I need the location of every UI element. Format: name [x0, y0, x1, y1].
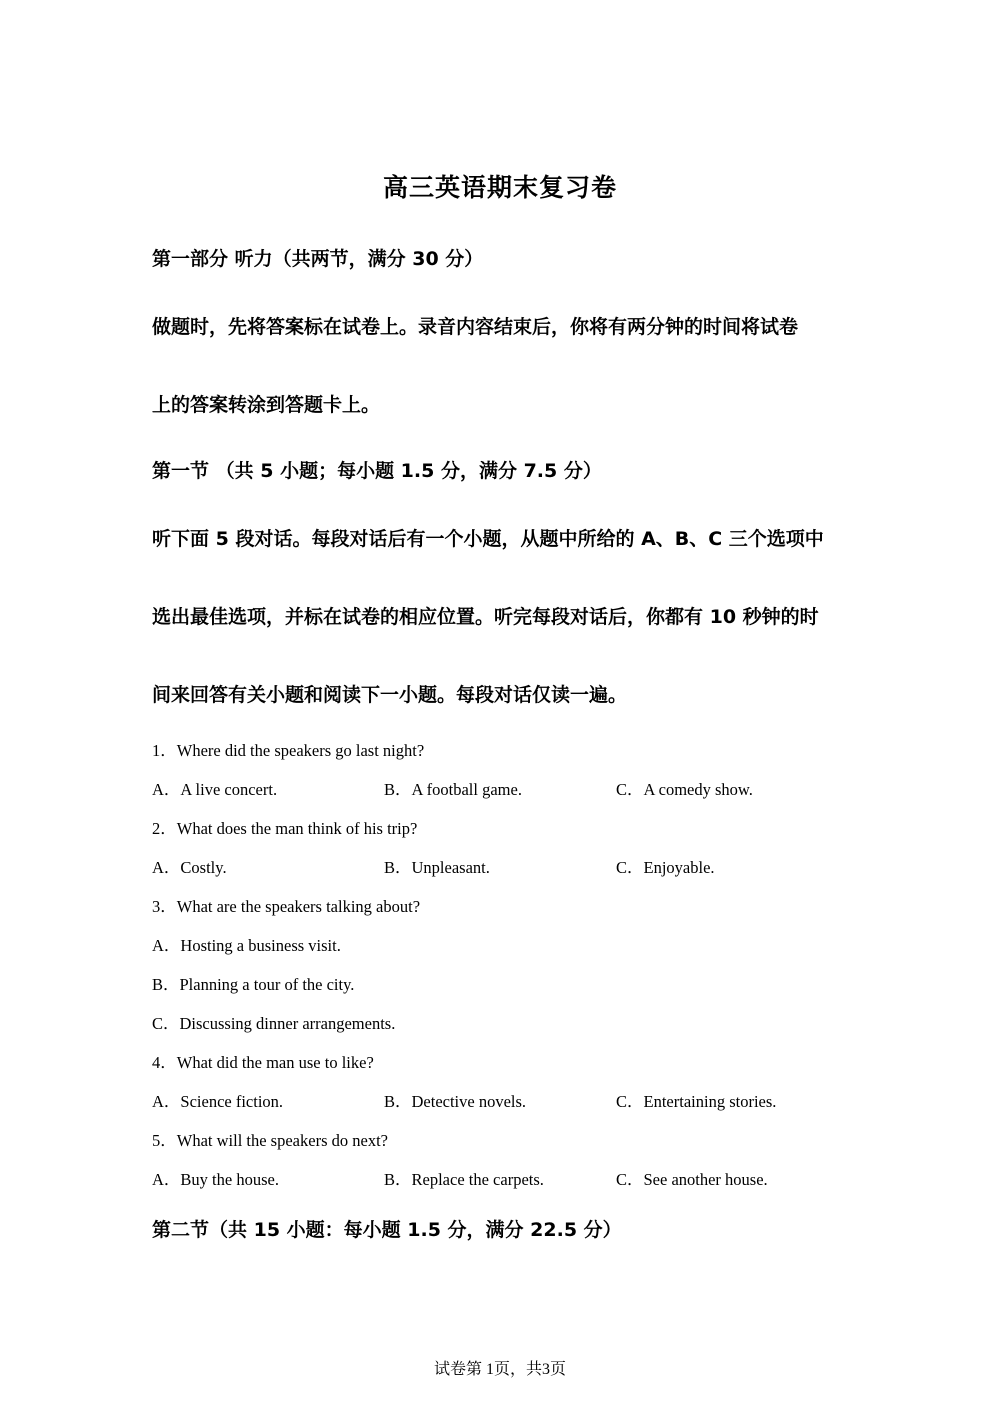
question-3-option-a: A．Hosting a business visit.: [152, 936, 341, 955]
question-5-option-a: A．Buy the house.: [152, 1170, 279, 1189]
question-5-stem: 5．What will the speakers do next?: [152, 1131, 388, 1150]
question-4-stem: 4．What did the man use to like?: [152, 1053, 374, 1072]
question-1-options: [152, 776, 872, 798]
exam-title: 高三英语期末复习卷: [382, 173, 617, 202]
question-2-stem: 2．What does the man think of his trip?: [152, 819, 418, 838]
question-2-option-b: B．Unpleasant.: [384, 858, 490, 877]
section1-directions-line-3: 间来回答有关小题和阅读下一小题。每段对话仅读一遍。: [152, 684, 628, 706]
question-2-options: [152, 854, 872, 876]
section1-directions-line-1: 听下面 5 段对话。每段对话后有一个小题，从题中所给的 A、B、C 三个选项中: [152, 528, 824, 550]
section1-heading: 第一节 （共 5 小题；每小题 1.5 分，满分 7.5 分）: [152, 460, 602, 482]
question-3-option-c: C．Discussing dinner arrangements.: [152, 1014, 396, 1033]
question-4-option-b: B．Detective novels.: [384, 1092, 527, 1111]
question-3-option-b: B．Planning a tour of the city.: [152, 975, 355, 994]
page-footer: 试卷第 1页，共3页: [433, 1361, 566, 1378]
question-1-option-b: B．A football game.: [384, 780, 522, 799]
question-4-option-a: A．Science fiction.: [152, 1092, 284, 1111]
question-5-options: [152, 1166, 872, 1188]
question-1-stem: 1．Where did the speakers go last night?: [152, 741, 425, 760]
part1-heading: 第一部分 听力（共两节，满分 30 分）: [152, 248, 484, 270]
question-1-option-c: C．A comedy show.: [616, 780, 753, 799]
question-3-stem: 3．What are the speakers talking about?: [152, 897, 421, 916]
section2-heading: 第二节（共 15 小题：每小题 1.5 分，满分 22.5 分）: [152, 1219, 622, 1241]
instructions-line-2: 上的答案转涂到答题卡上。: [152, 394, 381, 416]
section1-directions-line-2: 选出最佳选项，并标在试卷的相应位置。听完每段对话后，你都有 10 秒钟的时: [152, 606, 819, 628]
question-1-option-a: A．A live concert.: [152, 780, 278, 799]
question-2-option-c: C．Enjoyable.: [616, 858, 715, 877]
question-5-option-b: B．Replace the carpets.: [384, 1170, 544, 1189]
question-4-option-c: C．Entertaining stories.: [616, 1092, 777, 1111]
question-5-option-c: C．See another house.: [616, 1170, 768, 1189]
instructions-line-1: 做题时，先将答案标在试卷上。录音内容结束后，你将有两分钟的时间将试卷: [152, 316, 799, 338]
question-2-option-a: A．Costly.: [152, 858, 227, 877]
question-4-options: [152, 1088, 872, 1110]
